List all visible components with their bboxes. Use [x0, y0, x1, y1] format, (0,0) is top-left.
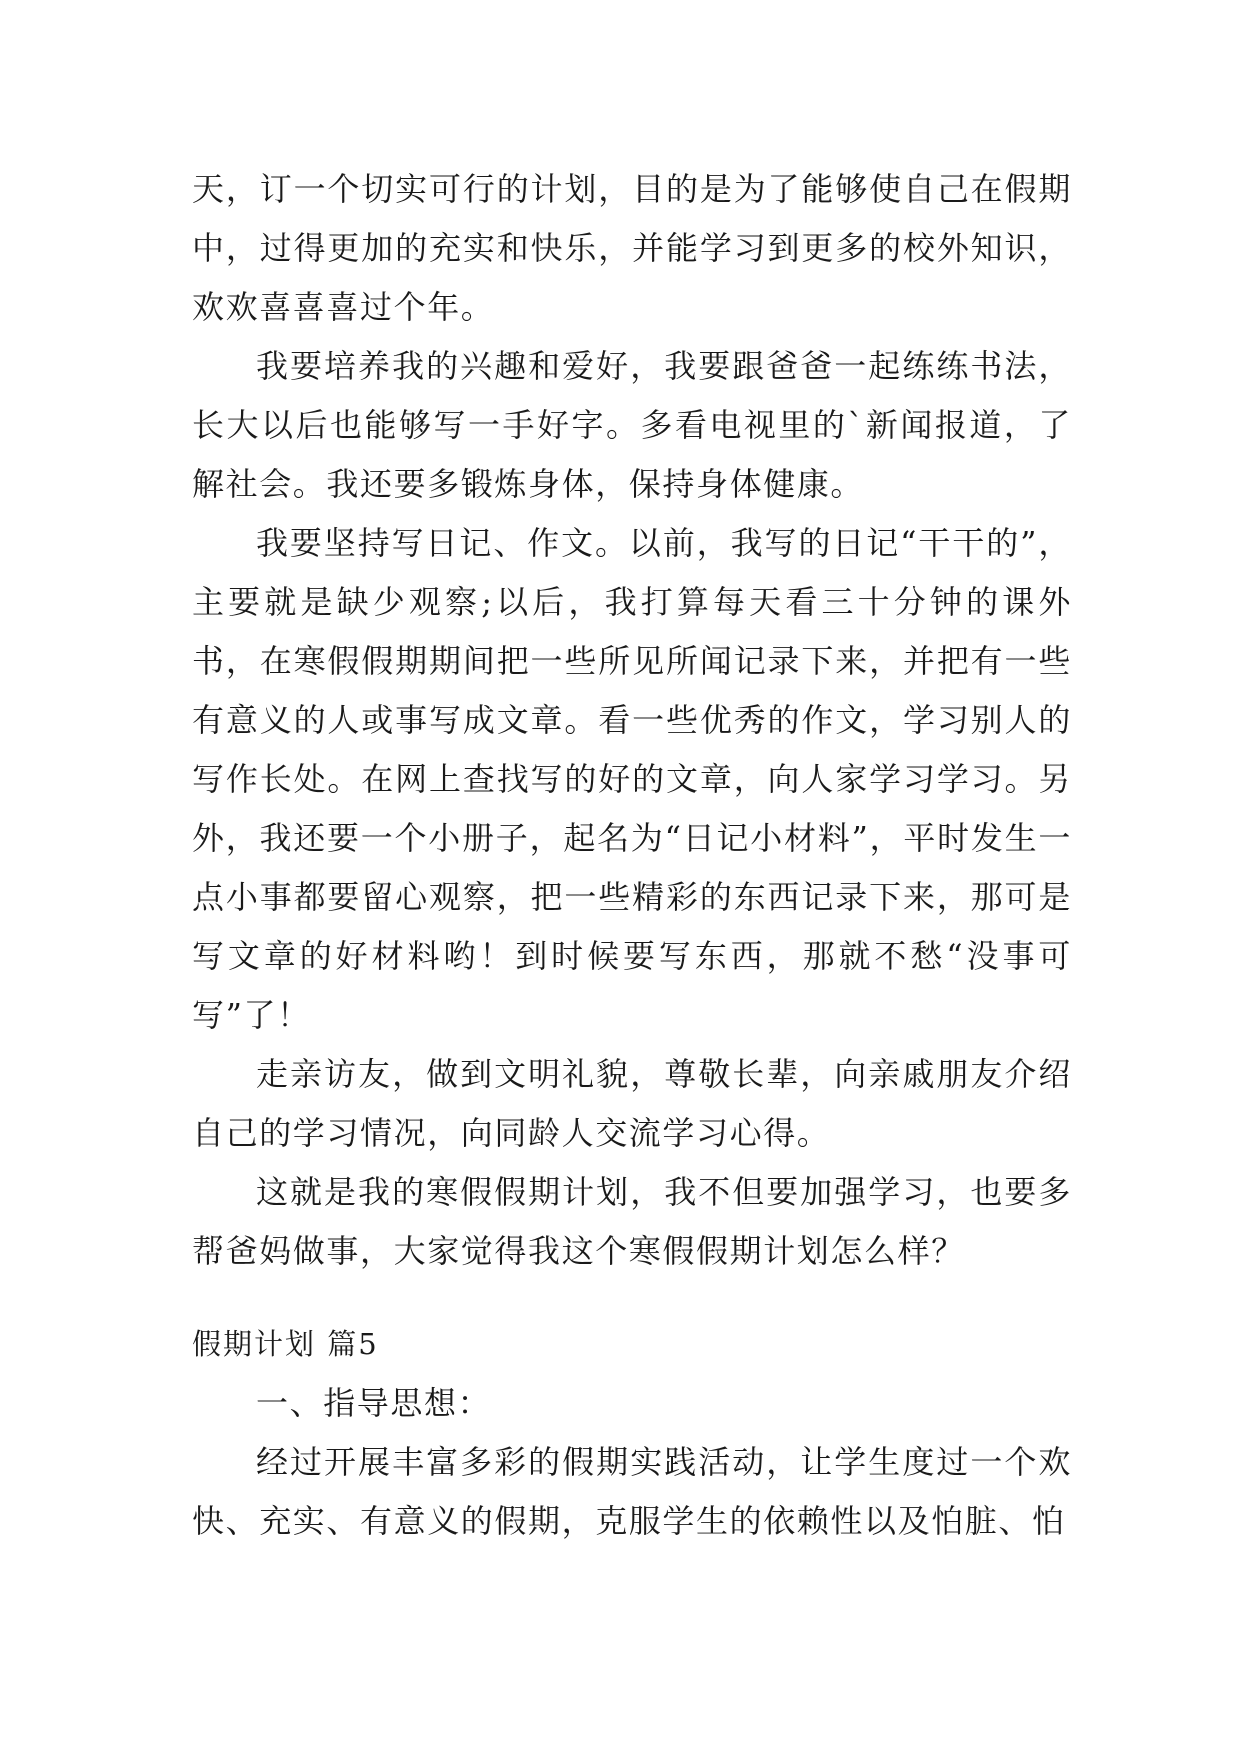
paragraph-diary: 我要坚持写日记、作文。以前，我写的日记“干干的”，主要就是缺少观察;以后，我打算每天看三十分钟的课外书，在寒假假期期间把一些所见所闻记录下来，并把有一些有意义的人或事写成文章。看一些优秀的作文，学习别人的写作长处。在网上查找写的好的文章，向人家学习学习。另外，我还要一个小册子，起名为“日记小材料”，平时发生一点小事都要留心观察，把一些精彩的东西记录下来，那可是写文章的好材料哟！到时候要写东西，那就不愁“没事可写”了！ — [192, 524, 1072, 1034]
paragraph-continuation: 天，订一个切实可行的计划，目的是为了能够使自己在假期中，过得更加的充实和快乐，并能学习到更多的校外知识，欢欢喜喜喜过个年。 — [192, 170, 1072, 326]
section-subheading: 一、指导思想： — [256, 1384, 492, 1422]
paragraph-visiting: 走亲访友，做到文明礼貌，尊敬长辈，向亲戚朋友介绍自己的学习情况，向同龄人交流学习心得。 — [192, 1055, 1072, 1152]
document-body — [192, 160, 1072, 1551]
section-heading: 假期计划 篇5 — [192, 1327, 379, 1361]
paragraph-summary: 这就是我的寒假假期计划，我不但要加强学习，也要多帮爸妈做事，大家觉得我这个寒假假期计划怎么样？ — [192, 1173, 1072, 1270]
paragraph-guiding-thought: 经过开展丰富多彩的假期实践活动，让学生度过一个欢快、充实、有意义的假期，克服学生的依赖性以及怕脏、怕 — [192, 1443, 1072, 1540]
paragraph-hobbies: 我要培养我的兴趣和爱好，我要跟爸爸一起练练书法，长大以后也能够写一手好字。多看电视里的`新闻报道，了解社会。我还要多锻炼身体，保持身体健康。 — [192, 347, 1072, 503]
